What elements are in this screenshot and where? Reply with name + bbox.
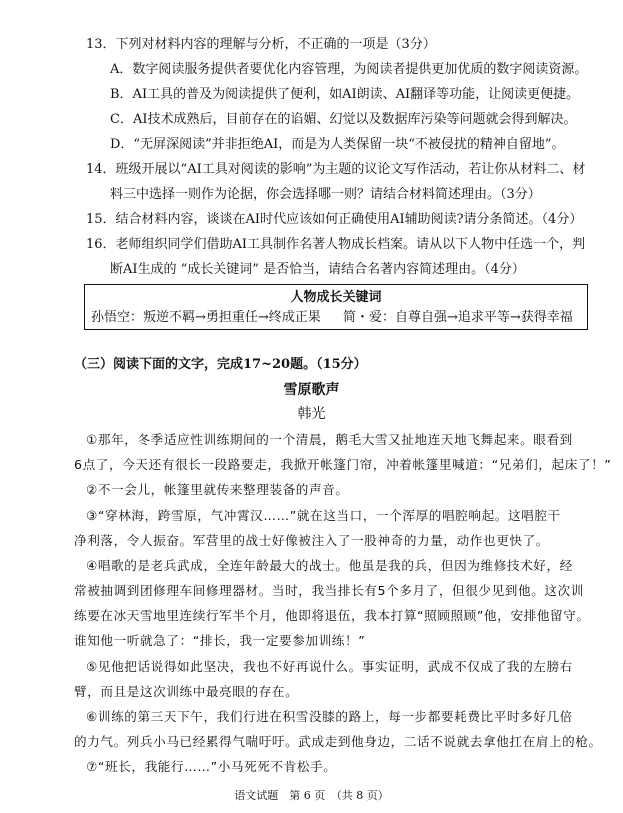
q14-line-2: 料三中选择一则作为论据，你会选择哪一则？请结合材料简述理由。（3分） — [110, 187, 541, 202]
q13-stem: 13．下列对材料内容的理解与分析，不正确的一项是（3分） — [86, 37, 436, 52]
story-line: 谁知他一听就急了：“排长，我一定要参加训练！” — [74, 633, 366, 648]
page-footer: 语文试题 第 6 页 （共 8 页） — [234, 789, 389, 802]
growth-box-sun-wukong: 孙悟空：叛逆不羁→勇担重任→终成正果 — [91, 310, 321, 325]
q15-stem: 15．结合材料内容，谈谈在AI时代应该如何正确使用AI辅助阅读?请分条简述。（4分） — [86, 212, 583, 227]
story-line: 的力气。列兵小马已经累得气喘吁吁。武成走到他身边，二话不说就去拿他扛在肩上的枪。 — [74, 734, 602, 749]
story-title: 雪原歌声 — [283, 382, 340, 398]
q16-line-2: 断AI生成的 “成长关键词” 是否恰当，请结合名著内容简述理由。（4分） — [110, 262, 525, 277]
section3-heading: （三）阅读下面的文字，完成17~20题。（15分） — [74, 357, 367, 372]
story-line: 净利落，令人振奋。军营里的战士好像被注入了一股神奇的力量，动作也更快了。 — [74, 533, 549, 548]
growth-box-title: 人物成长关键词 — [290, 290, 382, 305]
growth-keywords-box — [84, 284, 588, 330]
story-author: 韩光 — [297, 406, 326, 422]
story-line: 臂，而且是这次训练中最亮眼的存在。 — [74, 684, 299, 699]
story-line: ②不一会儿，帐篷里就传来整理装备的声音。 — [86, 482, 349, 497]
q13-option-d: D．“无屏深阅读”并非拒绝AI，而是为人类保留一块“不被侵扰的精神自留地”。 — [110, 137, 565, 152]
q13-option-c: C．AI技术成熟后，目前存在的谄媚、幻觉以及数据库污染等问题就会得到解决。 — [110, 112, 577, 127]
growth-box-jane-eyre: 简・爱：自尊自强→追求平等→获得幸福 — [343, 310, 573, 325]
story-line: ①那年，冬季适应性训练期间的一个清晨，鹅毛大雪又扯地连天地飞舞起来。眼看到 — [86, 432, 573, 447]
story-line: ⑤见他把话说得如此坚决，我也不好再说什么。事实证明，武成不仅成了我的左膀右 — [86, 659, 573, 674]
q16-line-1: 16．老师组织同学们借助AI工具制作名著人物成长档案。请从以下人物中任选一个，判 — [86, 237, 586, 252]
story-line: ④唱歌的是老兵武成，全连年龄最大的战士。他虽是我的兵，但因为维修技术好，经 — [86, 558, 573, 573]
story-line: ⑥训练的第三天下午，我们行进在积雪没膝的路上，每一步都要耗费比平时多好几倍 — [86, 709, 573, 724]
q13-option-a: A．数字阅读服务提供者要优化内容管理，为阅读者提供更加优质的数字阅读资源。 — [110, 62, 588, 77]
story-line: ⑦“班长，我能行……”小马死死不肯松手。 — [86, 759, 337, 774]
story-line: 练要在冰天雪地里连续行军半个月，他即将退伍，我本打算“照顾照顾”他，安排他留守。 — [74, 608, 590, 623]
story-line: ③“穿林海，跨雪原，气冲霄汉……”就在这当口，一个浑厚的唱腔响起。这唱腔干 — [86, 508, 561, 523]
story-line: 常被抽调到团修理车间修理器材。当时，我当排长有5个多月了，但很少见到他。这次训 — [74, 583, 584, 598]
q14-line-1: 14．班级开展以“AI工具对阅读的影响”为主题的议论文写作活动，若让你从材料二、材 — [86, 162, 586, 177]
q13-option-b: B．AI工具的普及为阅读提供了便利，如AI朗读、AI翻译等功能，让阅读更便捷。 — [110, 87, 580, 102]
story-line: 6点了，今天还有很长一段路要走，我掀开帐篷门帘，冲着帐篷里喊道：“兄弟们，起床了！” — [74, 457, 612, 472]
